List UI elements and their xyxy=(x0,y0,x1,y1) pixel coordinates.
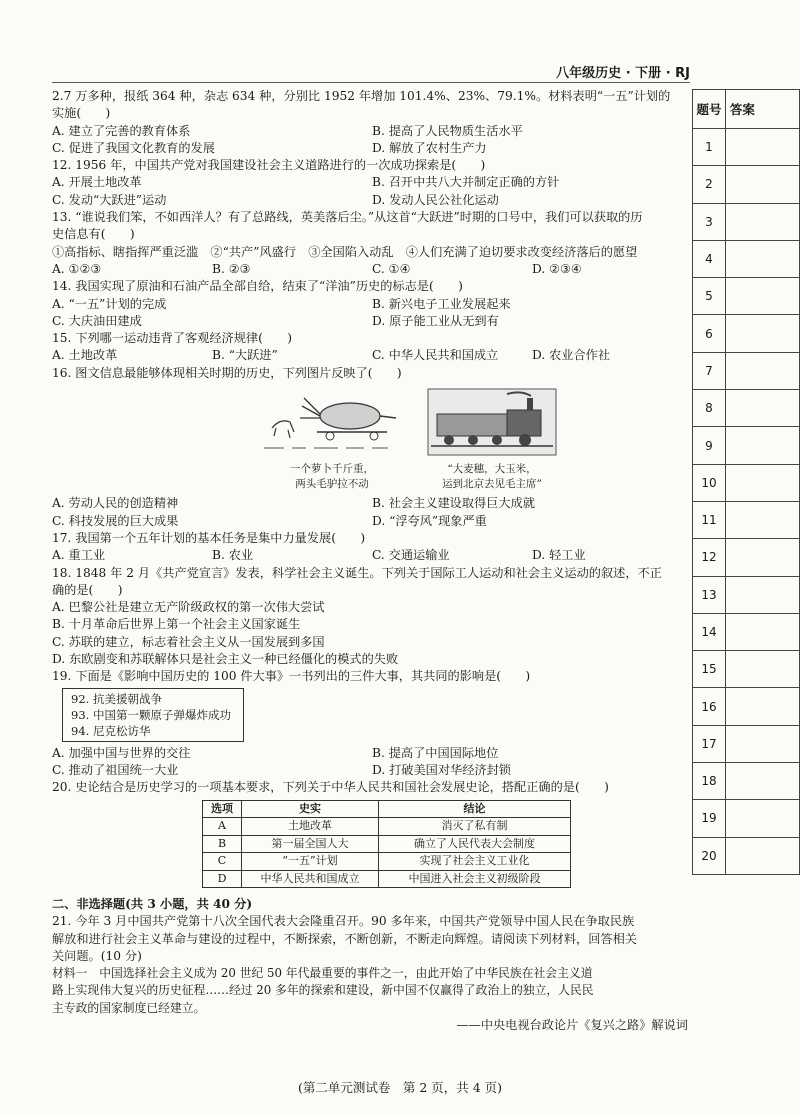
answer-grid xyxy=(692,89,800,875)
q21-material-line1: 材料一 中国选择社会主义成为 20 世纪 50 年代最重要的事件之一，由此开始了中华民族在社会主义道 xyxy=(52,966,593,981)
q19-event-2: 93. 中国第一颗原子弹爆炸成功 xyxy=(71,707,231,722)
q11-stem-line1: 2.7 万多种，报纸 364 种，杂志 634 种，分别比 1952 年增加 101.4%、23%、79.1%。材料表明“一五”计划的 xyxy=(52,89,671,103)
grain-train-illustration xyxy=(427,388,557,456)
q14-option-a: A. “一五”计划的完成 xyxy=(52,296,167,311)
q19-option-b: B. 提高了中国国际地位 xyxy=(372,745,499,760)
answer-cell[interactable] xyxy=(725,576,799,613)
q20-stem: 20. 史论结合是历史学习的一项基本要求，下列关于中华人民共和国社会发展史论，搭配正确的是( ) xyxy=(52,780,609,795)
answer-cell[interactable] xyxy=(725,240,799,277)
answer-cell[interactable] xyxy=(725,837,799,874)
answer-cell[interactable] xyxy=(725,688,799,725)
header-divider xyxy=(52,82,690,83)
answer-number: 12 xyxy=(693,539,726,576)
answer-row xyxy=(693,166,800,203)
q18-stem-line1: 18. 1848 年 2 月《共产党宣言》发表，科学社会主义诞生。下列关于国际工人运动和社会主义运动的叙述，不正 xyxy=(52,565,662,580)
q12-option-b: B. 召开中共八大并制定正确的方针 xyxy=(372,175,560,190)
q19-event-3: 94. 尼克松访华 xyxy=(71,723,151,738)
answer-number: 11 xyxy=(693,501,726,538)
cell-option: D xyxy=(203,870,242,888)
q13-option-c: C. ①④ xyxy=(372,261,411,276)
answer-number: 2 xyxy=(693,166,726,203)
q17-option-b: B. 农业 xyxy=(212,548,254,563)
q19-event-1: 92. 抗美援朝战争 xyxy=(71,691,162,706)
q15-option-a: A. 土地改革 xyxy=(52,348,118,363)
q14-option-d: D. 原子能工业从无到有 xyxy=(372,313,499,328)
q20-th-fact: 史实 xyxy=(242,800,379,818)
answer-cell[interactable] xyxy=(725,800,799,837)
answer-number: 13 xyxy=(693,576,726,613)
q12-stem: 12. 1956 年，中国共产党对我国建设社会主义道路进行的一次成功探索是( ) xyxy=(52,158,486,173)
q21-source: ——中央电视台政论片《复兴之路》解说词 xyxy=(456,1018,688,1033)
answer-cell[interactable] xyxy=(725,613,799,650)
answer-number: 19 xyxy=(693,800,726,837)
answer-row xyxy=(693,576,800,613)
answer-row xyxy=(693,501,800,538)
q12-options xyxy=(52,174,692,191)
q16-option-b: B. 社会主义建设取得巨大成就 xyxy=(372,496,535,511)
q19-options xyxy=(52,745,692,762)
q16-images xyxy=(52,388,692,491)
q16-stem: 16. 图文信息最能够体现相关时期的历史，下列图片反映了( ) xyxy=(52,365,402,380)
answer-cell[interactable] xyxy=(725,464,799,501)
q16-option-d: D. “浮夸风”现象严重 xyxy=(372,513,487,528)
answer-row xyxy=(693,800,800,837)
answer-number: 14 xyxy=(693,613,726,650)
q20-th-option: 选项 xyxy=(203,800,242,818)
answer-cell[interactable] xyxy=(725,315,799,352)
q12-option-c: C. 发动“大跃进”运动 xyxy=(52,192,167,207)
answer-cell[interactable] xyxy=(725,203,799,240)
q16-caption-1a: 一个萝卜千斤重， xyxy=(290,463,374,476)
cell-conclusion: 中国进入社会主义初级阶段 xyxy=(379,870,571,888)
q15-option-b: B. “大跃进” xyxy=(212,348,278,363)
q16-caption-2a: “大麦穗，大玉米， xyxy=(447,463,537,476)
q11-stem-line2: 实施( ) xyxy=(52,106,111,121)
answer-number: 17 xyxy=(693,725,726,762)
q21-material-line2: 路上实现伟大复兴的历史征程……经过 20 多年的探索和建设，新中国不仅赢得了政治上的独立，人民民 xyxy=(52,983,594,998)
q18-option-b: B. 十月革命后世界上第一个社会主义国家诞生 xyxy=(52,617,301,632)
answer-row xyxy=(693,352,800,389)
answer-row xyxy=(693,613,800,650)
q13-option-a: A. ①②③ xyxy=(52,261,102,276)
q15-options xyxy=(52,347,692,364)
q20-th-conclusion: 结论 xyxy=(379,800,571,818)
q19-option-c: C. 推动了祖国统一大业 xyxy=(52,762,179,777)
q19-stem: 19. 下面是《影响中国历史的 100 件大事》一书列出的三件大事，其共同的影响是( ) xyxy=(52,669,531,684)
cell-option: B xyxy=(203,835,242,853)
q18-option-a: A. 巴黎公社是建立无产阶级政权的第一次伟大尝试 xyxy=(52,600,325,615)
q14-option-c: C. 大庆油田建成 xyxy=(52,313,142,328)
q19-options-2 xyxy=(52,762,692,779)
cell-conclusion: 确立了人民代表大会制度 xyxy=(379,835,571,853)
table-row xyxy=(203,835,571,853)
q20-table xyxy=(202,800,571,889)
q18-option-d: D. 东欧剧变和苏联解体只是社会主义一种已经僵化的模式的失败 xyxy=(52,652,399,667)
q13-items: ①高指标、瞎指挥严重泛滥 ②“共产”风盛行 ③全国陷入动乱 ④人们充满了迫切要求改变经济落后的愿望 xyxy=(52,244,638,259)
answer-number: 6 xyxy=(693,315,726,352)
table-row xyxy=(203,870,571,888)
answer-number: 9 xyxy=(693,427,726,464)
q17-option-a: A. 重工业 xyxy=(52,548,106,563)
table-row xyxy=(203,853,571,871)
answer-number: 4 xyxy=(693,240,726,277)
q17-stem: 17. 我国第一个五年计划的基本任务是集中力量发展( ) xyxy=(52,530,366,545)
q11-option-b: B. 提高了人民物质生活水平 xyxy=(372,123,523,138)
q11-option-c: C. 促进了我国文化教育的发展 xyxy=(52,140,215,155)
answer-number: 16 xyxy=(693,688,726,725)
q16-options xyxy=(52,495,692,512)
answer-row xyxy=(693,464,800,501)
answer-grid-num-header: 题号 xyxy=(693,90,726,129)
radish-cart-illustration xyxy=(262,388,402,456)
cell-conclusion: 实现了社会主义工业化 xyxy=(379,853,571,871)
q18-stem-line2: 确的是( ) xyxy=(52,582,123,597)
q14-stem: 14. 我国实现了原油和石油产品全部自给，结束了“洋油”历史的标志是( ) xyxy=(52,279,463,294)
answer-row xyxy=(693,837,800,874)
q14-options-2 xyxy=(52,313,692,330)
q20-table-header xyxy=(203,800,571,818)
q21-material-line3: 主专政的国家制度已经建立。 xyxy=(52,1000,206,1015)
answer-number: 10 xyxy=(693,464,726,501)
answer-cell[interactable] xyxy=(725,427,799,464)
answer-row xyxy=(693,763,800,800)
q19-option-d: D. 打破美国对华经济封锁 xyxy=(372,762,511,777)
q16-caption-1b: 两头毛驴拉不动 xyxy=(295,478,369,491)
q12-option-a: A. 开展土地改革 xyxy=(52,175,142,190)
answer-number: 1 xyxy=(693,129,726,166)
answer-row xyxy=(693,725,800,762)
answer-cell[interactable] xyxy=(725,651,799,688)
q18-option-c: C. 苏联的建立，标志着社会主义从一国发展到多国 xyxy=(52,634,325,649)
answer-grid-ans-header: 答案 xyxy=(725,90,799,129)
answer-row xyxy=(693,278,800,315)
q15-option-c: C. 中华人民共和国成立 xyxy=(372,348,499,363)
cell-option: C xyxy=(203,853,242,871)
answer-row xyxy=(693,688,800,725)
q13-option-b: B. ②③ xyxy=(212,261,251,276)
question-content xyxy=(52,88,692,1034)
answer-row xyxy=(693,539,800,576)
q19-events-box xyxy=(62,688,244,742)
cell-fact: 土地改革 xyxy=(242,818,379,836)
q16-image-2 xyxy=(422,388,562,491)
q11-options-2 xyxy=(52,140,692,157)
answer-number: 20 xyxy=(693,837,726,874)
answer-cell[interactable] xyxy=(725,390,799,427)
q11-options xyxy=(52,123,692,140)
answer-row xyxy=(693,203,800,240)
answer-cell[interactable] xyxy=(725,129,799,166)
answer-cell[interactable] xyxy=(725,725,799,762)
q17-option-d: D. 轻工业 xyxy=(532,548,586,563)
q21-stem-line1: 21. 今年 3 月中国共产党第十八次全国代表大会隆重召开。90 多年来，中国共产党领导中国人民在争取民族 xyxy=(52,914,635,929)
q16-options-2 xyxy=(52,513,692,530)
answer-number: 5 xyxy=(693,278,726,315)
page-header-title: 八年级历史 · 下册 · RJ xyxy=(556,66,690,81)
answer-grid-header xyxy=(693,90,800,129)
answer-cell[interactable] xyxy=(725,352,799,389)
answer-row xyxy=(693,240,800,277)
answer-row xyxy=(693,315,800,352)
answer-number: 15 xyxy=(693,651,726,688)
answer-number: 7 xyxy=(693,352,726,389)
answer-number: 3 xyxy=(693,203,726,240)
cell-option: A xyxy=(203,818,242,836)
q12-options-2 xyxy=(52,192,692,209)
cell-conclusion: 消灭了私有制 xyxy=(379,818,571,836)
answer-cell[interactable] xyxy=(725,763,799,800)
answer-row xyxy=(693,651,800,688)
answer-number: 18 xyxy=(693,763,726,800)
table-row xyxy=(203,818,571,836)
q16-option-c: C. 科技发展的巨大成果 xyxy=(52,513,179,528)
answer-cell[interactable] xyxy=(725,501,799,538)
q19-option-a: A. 加强中国与世界的交往 xyxy=(52,745,191,760)
answer-cell[interactable] xyxy=(725,278,799,315)
q21-stem-line3: 关问题。(10 分) xyxy=(52,948,142,963)
q16-option-a: A. 劳动人民的创造精神 xyxy=(52,496,179,511)
q14-option-b: B. 新兴电子工业发展起来 xyxy=(372,296,511,311)
answer-cell[interactable] xyxy=(725,166,799,203)
cell-fact: 中华人民共和国成立 xyxy=(242,870,379,888)
answer-row xyxy=(693,427,800,464)
q21-stem-line2: 解放和进行社会主义革命与建设的过程中，不断探索，不断创新，不断走向辉煌。请阅读下列材料，回答相关 xyxy=(52,931,637,946)
q16-caption-2b: 运到北京去见毛主席” xyxy=(442,478,542,491)
answer-cell[interactable] xyxy=(725,539,799,576)
page-footer: (第二单元测试卷 第 2 页，共 4 页) xyxy=(297,1080,503,1095)
q12-option-d: D. 发动人民公社化运动 xyxy=(372,192,499,207)
q15-option-d: D. 农业合作社 xyxy=(532,348,611,363)
cell-fact: “一五”计划 xyxy=(242,853,379,871)
q13-stem-line2: 史信息有( ) xyxy=(52,227,135,242)
q15-stem: 15. 下列哪一运动违背了客观经济规律( ) xyxy=(52,331,292,346)
section-2-heading: 二、非选择题(共 3 小题，共 40 分) xyxy=(52,897,253,911)
q16-image-1 xyxy=(262,388,402,491)
q17-options xyxy=(52,547,692,564)
q17-option-c: C. 交通运输业 xyxy=(372,548,450,563)
q13-stem-line1: 13. “谁说我们笨，不如西洋人？有了总路线，英美落后尘。”从这首“大跃进”时期的口号中，我们可以获取的历 xyxy=(52,210,643,225)
answer-row xyxy=(693,129,800,166)
q11-option-a: A. 建立了完善的教育体系 xyxy=(52,123,191,138)
cell-fact: 第一届全国人大 xyxy=(242,835,379,853)
q14-options xyxy=(52,296,692,313)
answer-number: 8 xyxy=(693,390,726,427)
q13-options xyxy=(52,261,692,278)
answer-row xyxy=(693,390,800,427)
q11-option-d: D. 解放了农村生产力 xyxy=(372,140,487,155)
q13-option-d: D. ②③④ xyxy=(532,261,582,276)
